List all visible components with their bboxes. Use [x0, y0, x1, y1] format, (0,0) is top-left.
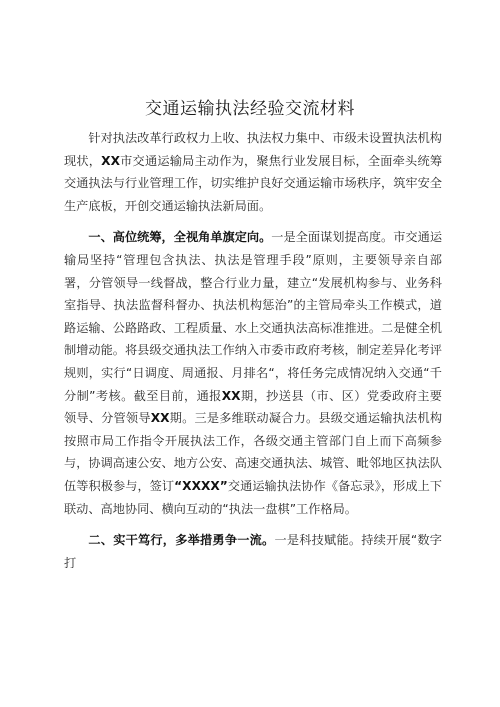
intro-city-name: XX: [101, 153, 120, 168]
section-1-count-1: XX: [221, 388, 241, 403]
section-1-text-3: 期。三是多维联动凝合力。县级交通运输执法机构按照市局工作指令开展执法工作，各级交通主管部门自上而下高频参与，协调高速公安、地方公安、高速交通执法、城管、毗邻地区执法队伍等积极参与，签订: [64, 411, 443, 493]
intro-text-2: 市交通运输局主动作为，聚焦行业发展目标，全面牵头统筹交通执法与行业管理工作，切实维护良好交通运输市场秩序，筑牢安全生产底板，开创交通运输执法新局面。: [64, 153, 443, 213]
section-2-paragraph: [64, 529, 442, 574]
intro-text-1: 针对执法改革行政权力上收、执法权力集中、市级未设置执法机构现状，: [64, 131, 442, 168]
intro-paragraph: [64, 127, 442, 217]
document-body: [64, 127, 442, 583]
section-2-text-1: 一是科技赋能。持续开展“数字打: [64, 533, 442, 570]
section-1-text-1: 一是全面谋划提高度。市交通运输局坚持“管理包含执法、执法是管理手段”原则，主要领导亲自部署，分管领导一线督战，整合行业力量，建立“发展机构参与、业务科室指导、执法监督科督办、执法机构惩治”的主管局牵头工作模式，道路运输、公路路政、工程质量、水上交通执法高标准推进。二是健全机制增动能。将县级交通执法工作纳入市委市政府考核，制定差异化考评规则，实行“日调度、周通报、月排名“，将任务完成情况纳入交通“千分制”考核。截至目前，通报: [64, 230, 443, 403]
section-1-text-2: 期，抄送县（市、区）党委政府主要领导、分管领导: [64, 388, 442, 426]
document-title: 交通运输执法经验交流材料: [145, 99, 355, 119]
section-1-count-2: XX: [150, 411, 170, 426]
section-1-paragraph: [64, 226, 442, 520]
section-1-text-4: 交通运输执法协作《备忘录》，形成上下联动、高地协同、横向互动的“执法一盘棋”工作格局。: [64, 478, 443, 516]
section-1-agreement-name: “XXXX”: [174, 478, 228, 493]
section-2-heading: 二、实干笃行，多举措勇争一流。: [88, 533, 275, 548]
section-1-heading: 一、高位统筹，全视角单旗定向。: [88, 230, 272, 245]
